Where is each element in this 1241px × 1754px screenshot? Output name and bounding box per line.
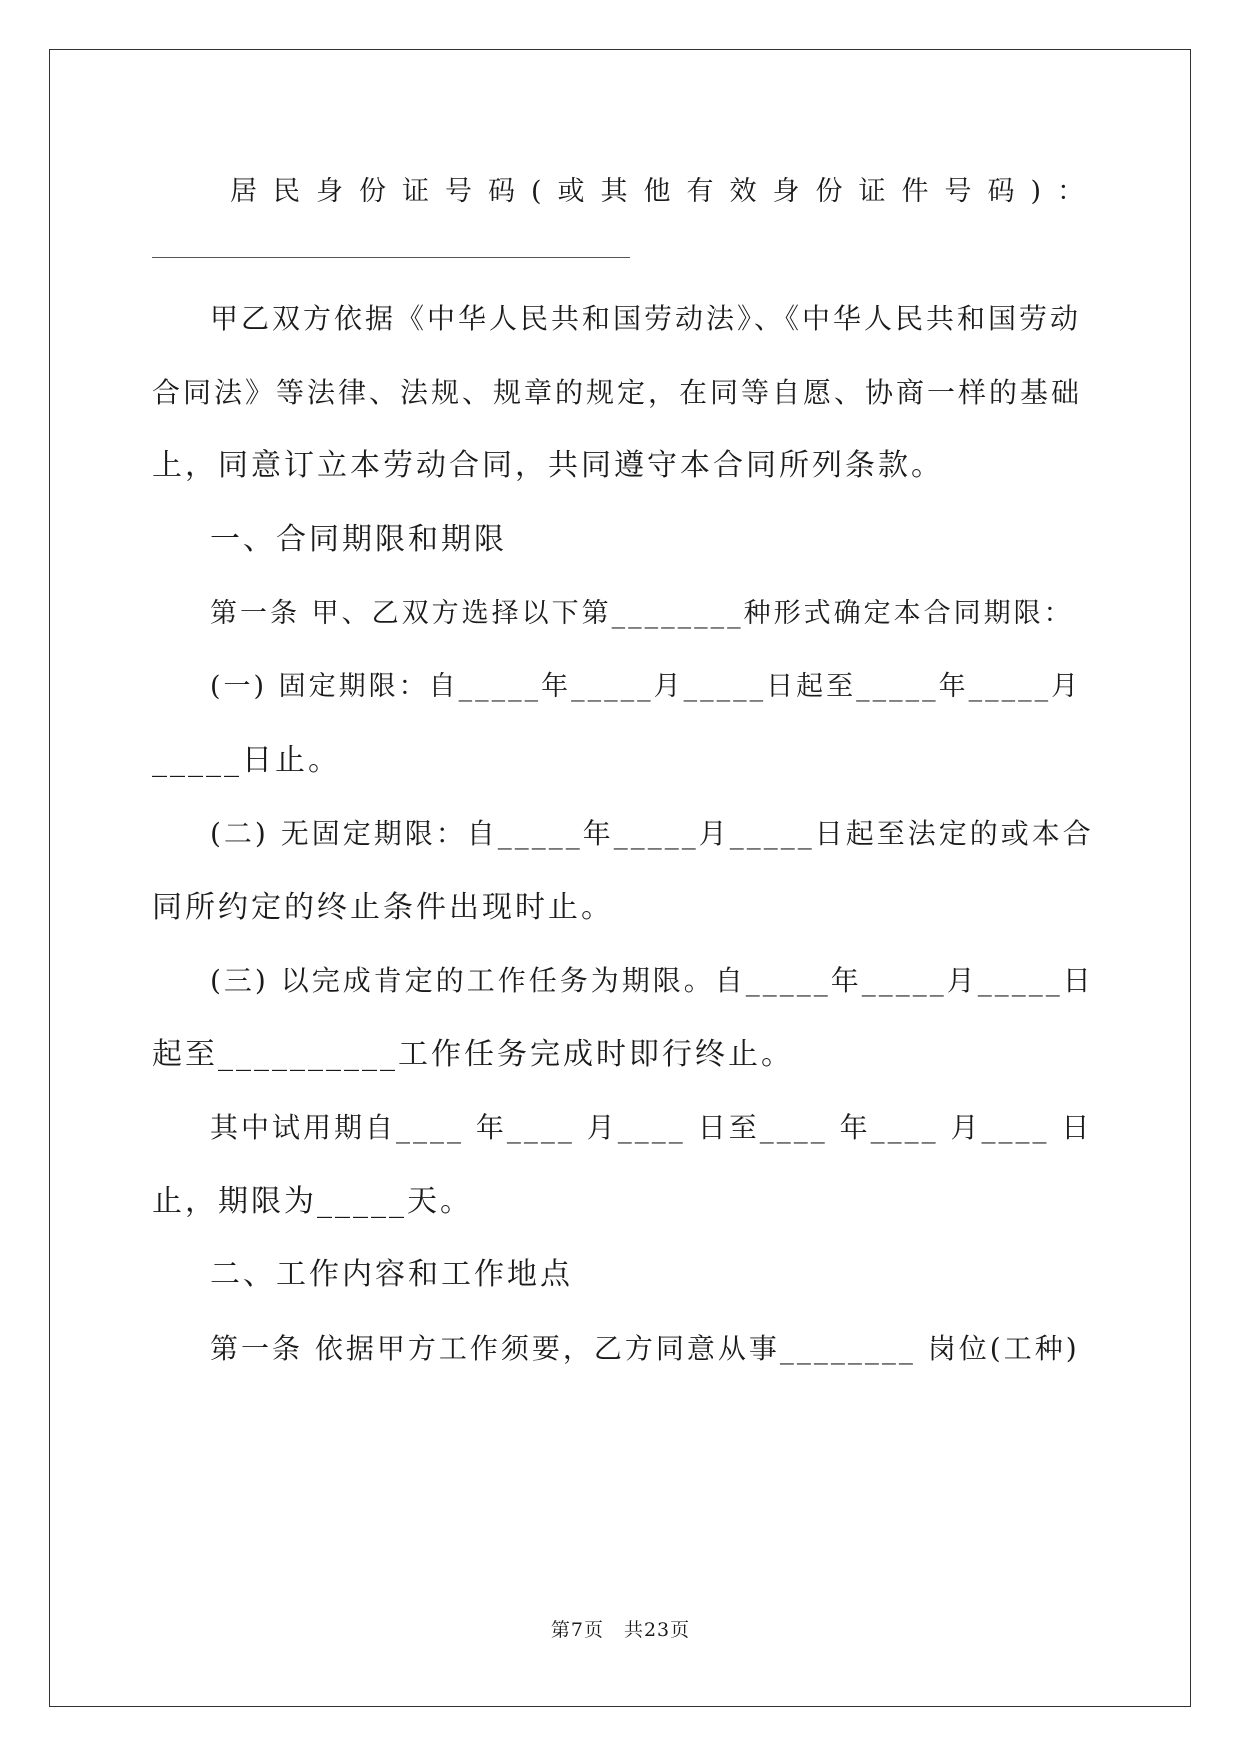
id-number-blank-rule [152,257,630,258]
clause-line: (二) 无固定期限：自_____年_____月_____日起至法定的或本合 [210,817,1094,850]
clause-line: (一) 固定期限：自_____年_____月_____日起至_____年_____月 [210,671,1082,702]
clause-line: 同所约定的终止条件出现时止。 [152,890,614,925]
paragraph-line: 合同法》等法律、法规、规章的规定，在同等自愿、协商一样的基础 [152,376,1083,409]
section-heading: 一、合同期限和期限 [210,522,507,557]
probation-line: 其中试用期自____ 年____ 月____ 日至____ 年____ 月____ 日 [210,1111,1093,1144]
article-line: 第一条 甲、乙双方选择以下第________种形式确定本合同期限： [210,598,1074,629]
clause-line: _____日止。 [152,743,341,778]
article-line: 第一条 依据甲方工作须要，乙方同意从事________ 岗位(工种) [210,1332,1080,1365]
probation-line: 止，期限为_____天。 [152,1184,473,1219]
id-number-label: 居民身份证号码(或其他有效身份证件号码)： [230,176,1101,207]
paragraph-line: 甲乙双方依据《中华人民共和国劳动法》、《中华人民共和国劳动 [210,302,1082,335]
page-number-footer: 第7页 共23页 [550,1619,691,1641]
page-border [49,49,1191,1707]
paragraph-line: 上，同意订立本劳动合同，共同遵守本合同所列条款。 [152,448,944,483]
section-heading: 二、工作内容和工作地点 [210,1257,573,1292]
clause-line: 起至__________工作任务完成时即行终止。 [152,1037,794,1072]
clause-line: (三) 以完成肯定的工作任务为期限。自_____年_____月_____日 [210,964,1094,997]
